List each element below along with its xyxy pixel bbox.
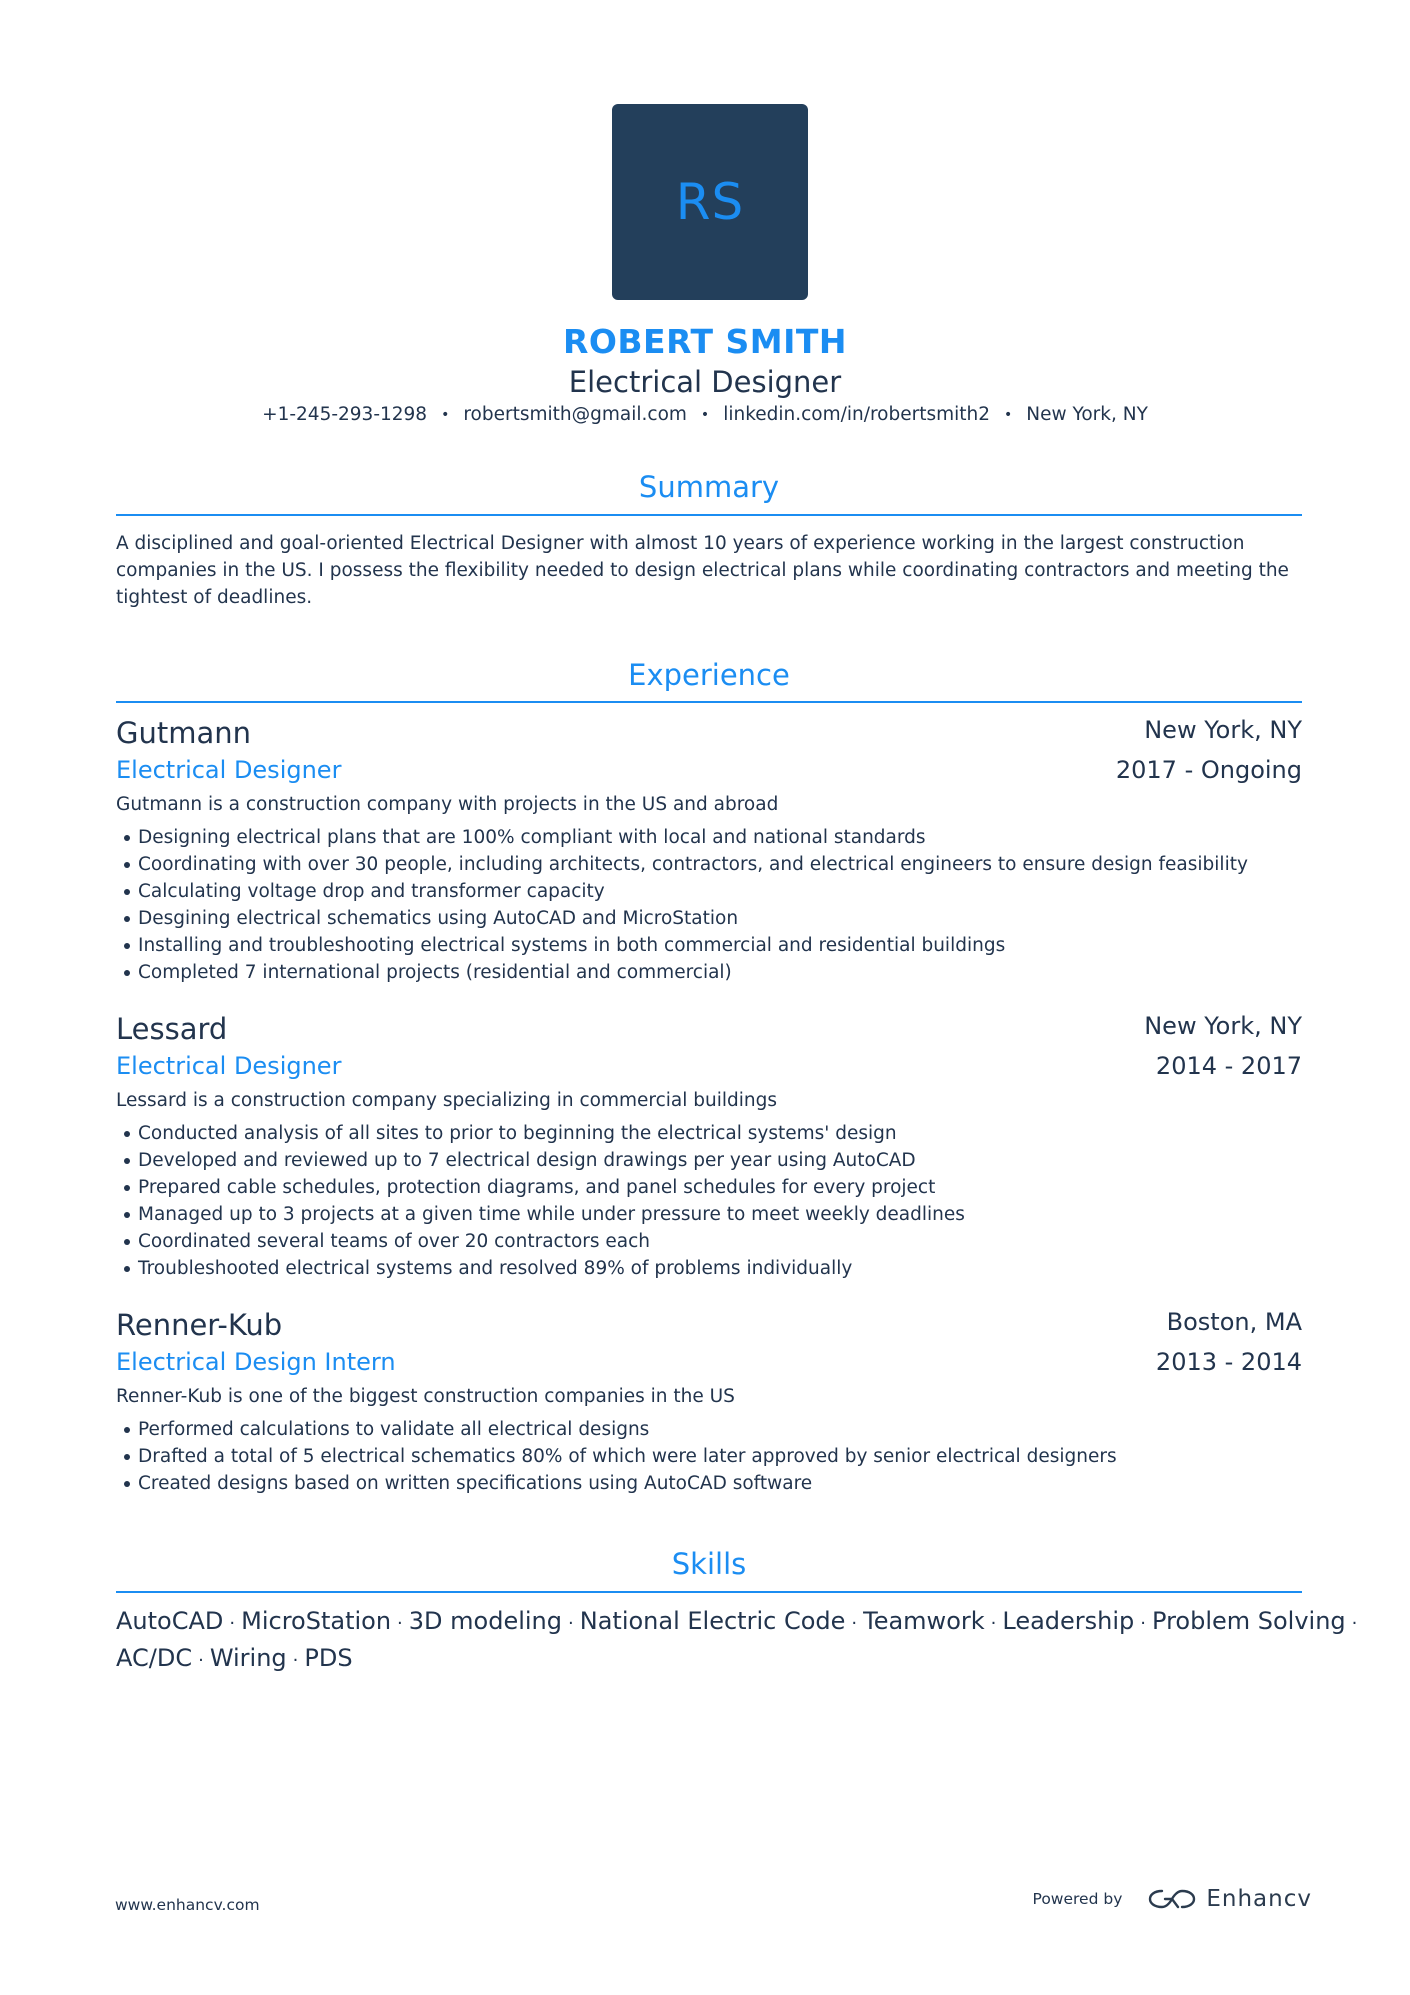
skill-item: AutoCAD xyxy=(116,1607,224,1635)
contact-linkedin[interactable]: linkedin.com/in/robertsmith2 xyxy=(723,404,991,425)
powered-by-label: Powered by xyxy=(1032,1890,1123,1908)
list-item: Coordinating with over 30 people, including architects, contractors, and electrical engineers to ensure design feasibility xyxy=(116,851,1248,878)
list-item: Drafted a total of 5 electrical schematics 80% of which were later approved by senior electrical designers xyxy=(116,1443,1117,1470)
footer-website[interactable]: www.enhancv.com xyxy=(115,1896,260,1914)
separator-dot-icon: • xyxy=(441,406,450,423)
summary-divider xyxy=(116,514,1302,516)
separator-dot-icon: · xyxy=(198,1650,204,1671)
list-item: Created designs based on written specifications using AutoCAD software xyxy=(116,1470,1117,1497)
list-item: Calculating voltage drop and transformer capacity xyxy=(116,878,1248,905)
separator-dot-icon: • xyxy=(700,406,710,423)
job-bullets xyxy=(116,1416,1117,1497)
job-dates: 2017 - Ongoing xyxy=(1115,756,1302,784)
list-item: Managed up to 3 projects at a given time while under pressure to meet weekly deadlines xyxy=(116,1201,965,1228)
separator-dot-icon: · xyxy=(229,1613,236,1634)
contact-phone[interactable]: +1-245-293-1298 xyxy=(262,404,428,425)
skills-list xyxy=(116,1604,1358,1678)
experience-heading: Experience xyxy=(628,658,790,692)
job-description: Renner-Kub is one of the biggest construction companies in the US xyxy=(116,1386,735,1407)
candidate-title: Electrical Designer xyxy=(568,365,842,399)
skill-item: AC/DC xyxy=(116,1644,193,1672)
job-company: Gutmann xyxy=(116,716,252,750)
skill-item: National Electric Code xyxy=(579,1607,846,1635)
enhancv-logo-icon xyxy=(1148,1886,1196,1912)
summary-heading: Summary xyxy=(638,470,780,504)
list-item: Desgining electrical schematics using AutoCAD and MicroStation xyxy=(116,905,1248,932)
separator-dot-icon: • xyxy=(1004,406,1013,423)
skill-item: Wiring xyxy=(209,1644,287,1672)
brand-name: Enhancv xyxy=(1206,1886,1312,1912)
separator-dot-icon: · xyxy=(292,1650,299,1671)
experience-divider xyxy=(116,701,1302,703)
job-dates: 2013 - 2014 xyxy=(1155,1348,1302,1376)
skill-item: MicroStation xyxy=(241,1607,392,1635)
avatar xyxy=(612,104,808,300)
separator-dot-icon: · xyxy=(1140,1613,1147,1634)
job-location: Boston, MA xyxy=(1166,1308,1302,1336)
list-item: Performed calculations to validate all electrical designs xyxy=(116,1416,1117,1443)
job-role: Electrical Design Intern xyxy=(116,1348,396,1376)
job-description: Lessard is a construction company specializing in commercial buildings xyxy=(116,1090,777,1111)
job-role: Electrical Designer xyxy=(116,756,342,784)
list-item: Completed 7 international projects (residential and commercial) xyxy=(116,959,1248,986)
job-company: Lessard xyxy=(116,1012,228,1046)
job-role: Electrical Designer xyxy=(116,1052,342,1080)
job-location: New York, NY xyxy=(1144,1012,1302,1040)
skill-item: Teamwork xyxy=(863,1607,985,1635)
job-description: Gutmann is a construction company with projects in the US and abroad xyxy=(116,794,779,815)
skill-item: PDS xyxy=(304,1644,353,1672)
contact-email[interactable]: robertsmith@gmail.com xyxy=(463,404,687,425)
skill-item: Problem Solving xyxy=(1152,1607,1346,1635)
separator-dot-icon: · xyxy=(851,1613,858,1634)
skill-item: 3D modeling xyxy=(408,1607,563,1635)
separator-dot-icon: · xyxy=(568,1613,574,1634)
list-item: Conducted analysis of all sites to prior to beginning the electrical systems' design xyxy=(116,1120,965,1147)
avatar-initials: RS xyxy=(675,173,745,231)
skill-item: Leadership xyxy=(1002,1607,1135,1635)
candidate-name: ROBERT SMITH xyxy=(562,322,848,361)
separator-dot-icon: · xyxy=(990,1613,997,1634)
list-item: Installing and troubleshooting electrical systems in both commercial and residential buildings xyxy=(116,932,1248,959)
list-item: Prepared cable schedules, protection diagrams, and panel schedules for every project xyxy=(116,1174,965,1201)
list-item: Coordinated several teams of over 20 contractors each xyxy=(116,1228,965,1255)
footer-branding[interactable] xyxy=(1033,1886,1312,1912)
summary-text: A disciplined and goal-oriented Electrical Designer with almost 10 years of experience working in the largest construction companies in the US. I possess the flexibility needed to design electrical plans while coordinating contractors and meeting the tightest of deadlines. xyxy=(116,533,1289,608)
job-bullets xyxy=(116,824,1248,986)
skills-divider xyxy=(116,1591,1302,1593)
contact-location: New York, NY xyxy=(1026,404,1148,425)
list-item: Designing electrical plans that are 100% compliant with local and national standards xyxy=(116,824,1248,851)
list-item: Developed and reviewed up to 7 electrical design drawings per year using AutoCAD xyxy=(116,1147,965,1174)
list-item: Troubleshooted electrical systems and resolved 89% of problems individually xyxy=(116,1255,965,1282)
separator-dot-icon: · xyxy=(397,1613,403,1634)
job-dates: 2014 - 2017 xyxy=(1155,1052,1302,1080)
separator-dot-icon: · xyxy=(1351,1613,1358,1634)
job-location: New York, NY xyxy=(1144,716,1302,744)
skills-heading: Skills xyxy=(671,1547,747,1581)
job-company: Renner-Kub xyxy=(116,1308,283,1342)
job-bullets xyxy=(116,1120,965,1282)
contact-bar xyxy=(0,404,1410,425)
